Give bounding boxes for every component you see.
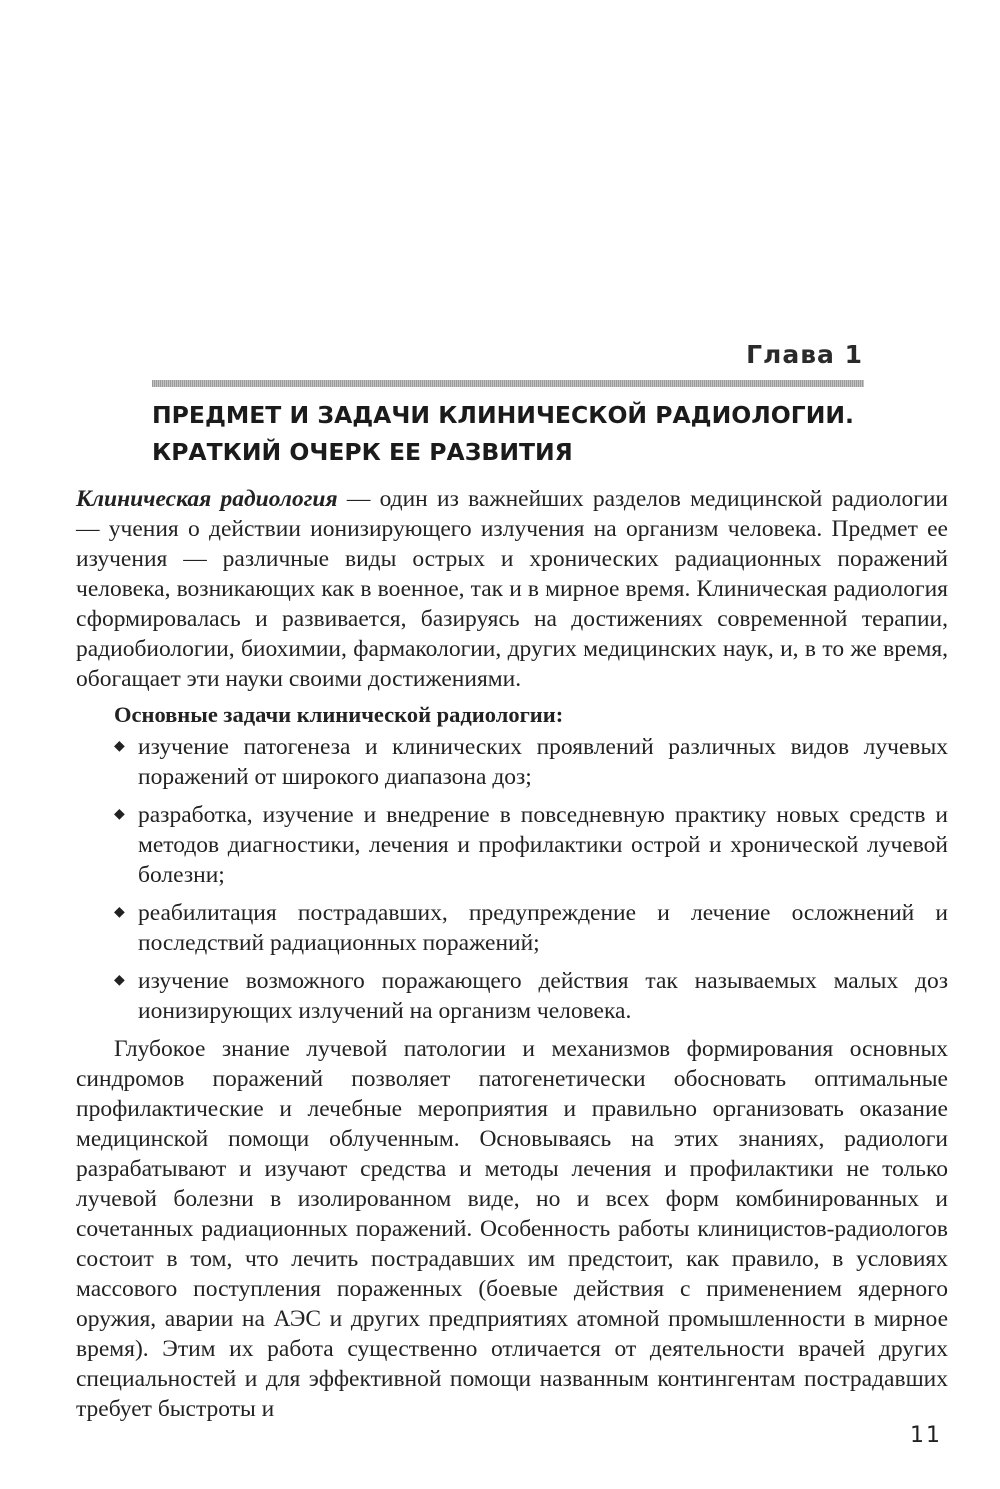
bullet-icon: ◆ [114,807,125,822]
bullet-icon: ◆ [114,905,125,920]
bullet-icon: ◆ [114,739,125,754]
chapter-title-line-1: ПРЕДМЕТ И ЗАДАЧИ КЛИНИЧЕСКОЙ РАДИОЛОГИИ. [152,401,854,429]
bullet-icon: ◆ [114,973,125,988]
intro-paragraph [76,484,948,694]
intro-term: Клиническая радиология [76,486,338,512]
list-item [76,898,948,958]
task-text: разработка, изучение и внедрение в повседневную практику новых средств и методов диагностики, лечения и профилактики острой и хронической лучевой болезни; [138,802,948,888]
task-text: изучение возможного поражающего действия так называемых малых доз ионизирующих излучений на организм человека. [138,968,948,1024]
list-item [76,732,948,792]
task-text: реабилитация пострадавших, предупреждение и лечение осложнений и последствий радиационных поражений; [138,900,948,956]
chapter-body [76,484,948,1424]
intro-text: — один из важнейших разделов медицинской радиологии — учения о действии ионизирующего излучения на организм человека. Предмет ее изучения — различные виды острых и хронических радиационных поражений человека, возникающих как в военное, так и в мирное время. Клиническая радиология сформировалась и развивается, базируясь на достижениях современной терапии, радиобиологии, биохимии, фармакологии, других медицинских наук, и, в то же время, обогащает эти науки своими достижениями. [76,486,948,692]
body-paragraph-2: Глубокое знание лучевой патологии и механизмов формирования основных синдромов поражений позволяет патогенетически обосновать оптимальные профилактические и лечебные мероприятия и правильно организовать оказание медицинской помощи облученным. Основываясь на этих знаниях, радиологи разрабатывают и изучают средства и методы лечения и профилактики не только лучевой болезни в изолированном виде, но и всех форм комбинированных и сочетанных радиационных поражений. Особенность работы клиницистов-радиологов состоит в том, что лечить пострадавших им предстоит, как правило, в условиях массового поступления пораженных (боевые действия с применением ядерного оружия, аварии на АЭС и других предприятиях атомной промышленности в мирное время). Этим их работа существенно отличается от деятельности врачей других специальностей и для эффективной помощи названным контингентам пострадавших требует быстроты и [76,1036,948,1422]
page-number: 11 [910,1423,942,1448]
chapter-title-line-2: КРАТКИЙ ОЧЕРК ЕЕ РАЗВИТИЯ [152,438,573,466]
chapter-title [152,397,872,471]
tasks-list [76,732,948,1026]
chapter-divider [152,380,864,387]
chapter-label: Глава 1 [746,340,863,369]
task-text: изучение патогенеза и клинических проявлений различных видов лучевых поражений от широкого диапазона доз; [138,734,948,790]
list-item [76,800,948,890]
list-item [76,966,948,1026]
tasks-heading: Основные задачи клинической радиологии: [114,702,564,727]
